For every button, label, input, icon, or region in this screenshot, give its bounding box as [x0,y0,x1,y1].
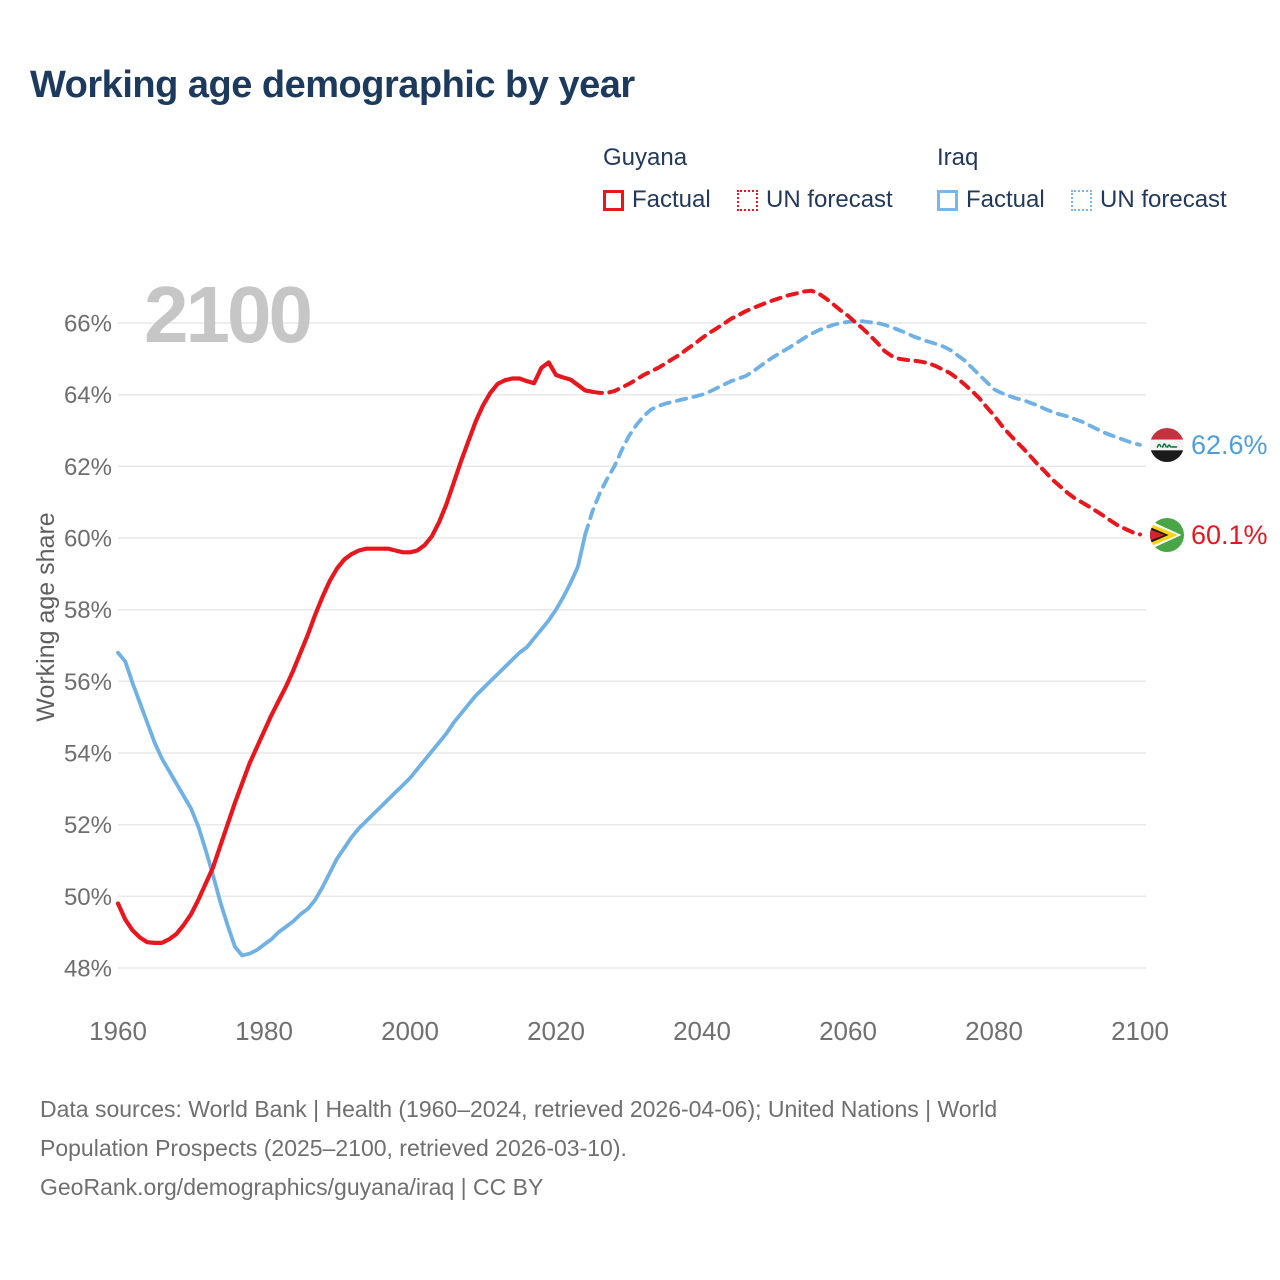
footer-attribution-line: GeoRank.org/demographics/guyana/iraq | CC BY [40,1174,544,1200]
footer [40,1090,997,1207]
y-tick-label: 64% [63,382,112,410]
y-tick-label: 56% [63,668,112,696]
legend-country-iraq: Iraq [937,144,979,171]
iraq-end-value: 62.6% [1191,429,1268,460]
end-label-guyana [1150,518,1268,552]
legend-label: UN forecast [1100,186,1227,213]
watermark-year: 2100 [144,270,310,359]
footer-sources-line-2: Population Prospects (2025–2100, retrieved 2026-03-10). [40,1135,627,1161]
iraq-flag-icon [1150,428,1184,462]
guyana-end-value: 60.1% [1191,519,1268,550]
legend-label: Factual [966,186,1045,213]
y-axis-title: Working age share [32,512,60,722]
x-tick-label: 2000 [381,1016,439,1046]
y-tick-label: 48% [63,955,112,983]
legend-label: Factual [632,186,711,213]
page-title: Working age demographic by year [30,64,635,106]
y-tick-label: 52% [63,812,112,840]
x-tick-label: 2100 [1111,1016,1169,1046]
x-tick-label: 1980 [235,1016,293,1046]
end-label-iraq [1150,428,1268,462]
x-tick-label: 2060 [819,1016,877,1046]
footer-sources-line-1: Data sources: World Bank | Health (1960–2024, retrieved 2026-04-06); United Nations | World [40,1096,998,1122]
y-tick-label: 58% [63,597,112,625]
y-tick-label: 50% [63,883,112,911]
y-tick-label: 62% [63,453,112,481]
y-tick-label: 66% [63,310,112,338]
x-tick-label: 2040 [673,1016,731,1046]
guyana-flag-icon [1150,518,1184,552]
y-tick-label: 54% [63,740,112,768]
series-iraq-factual [118,534,585,955]
legend-label: UN forecast [766,186,893,213]
x-tick-label: 1960 [89,1016,147,1046]
series-iraq-forecast [585,321,1140,534]
x-tick-label: 2020 [527,1016,585,1046]
x-tick-label: 2080 [965,1016,1023,1046]
legend-country-guyana: Guyana [603,144,688,171]
y-tick-label: 60% [63,525,112,553]
